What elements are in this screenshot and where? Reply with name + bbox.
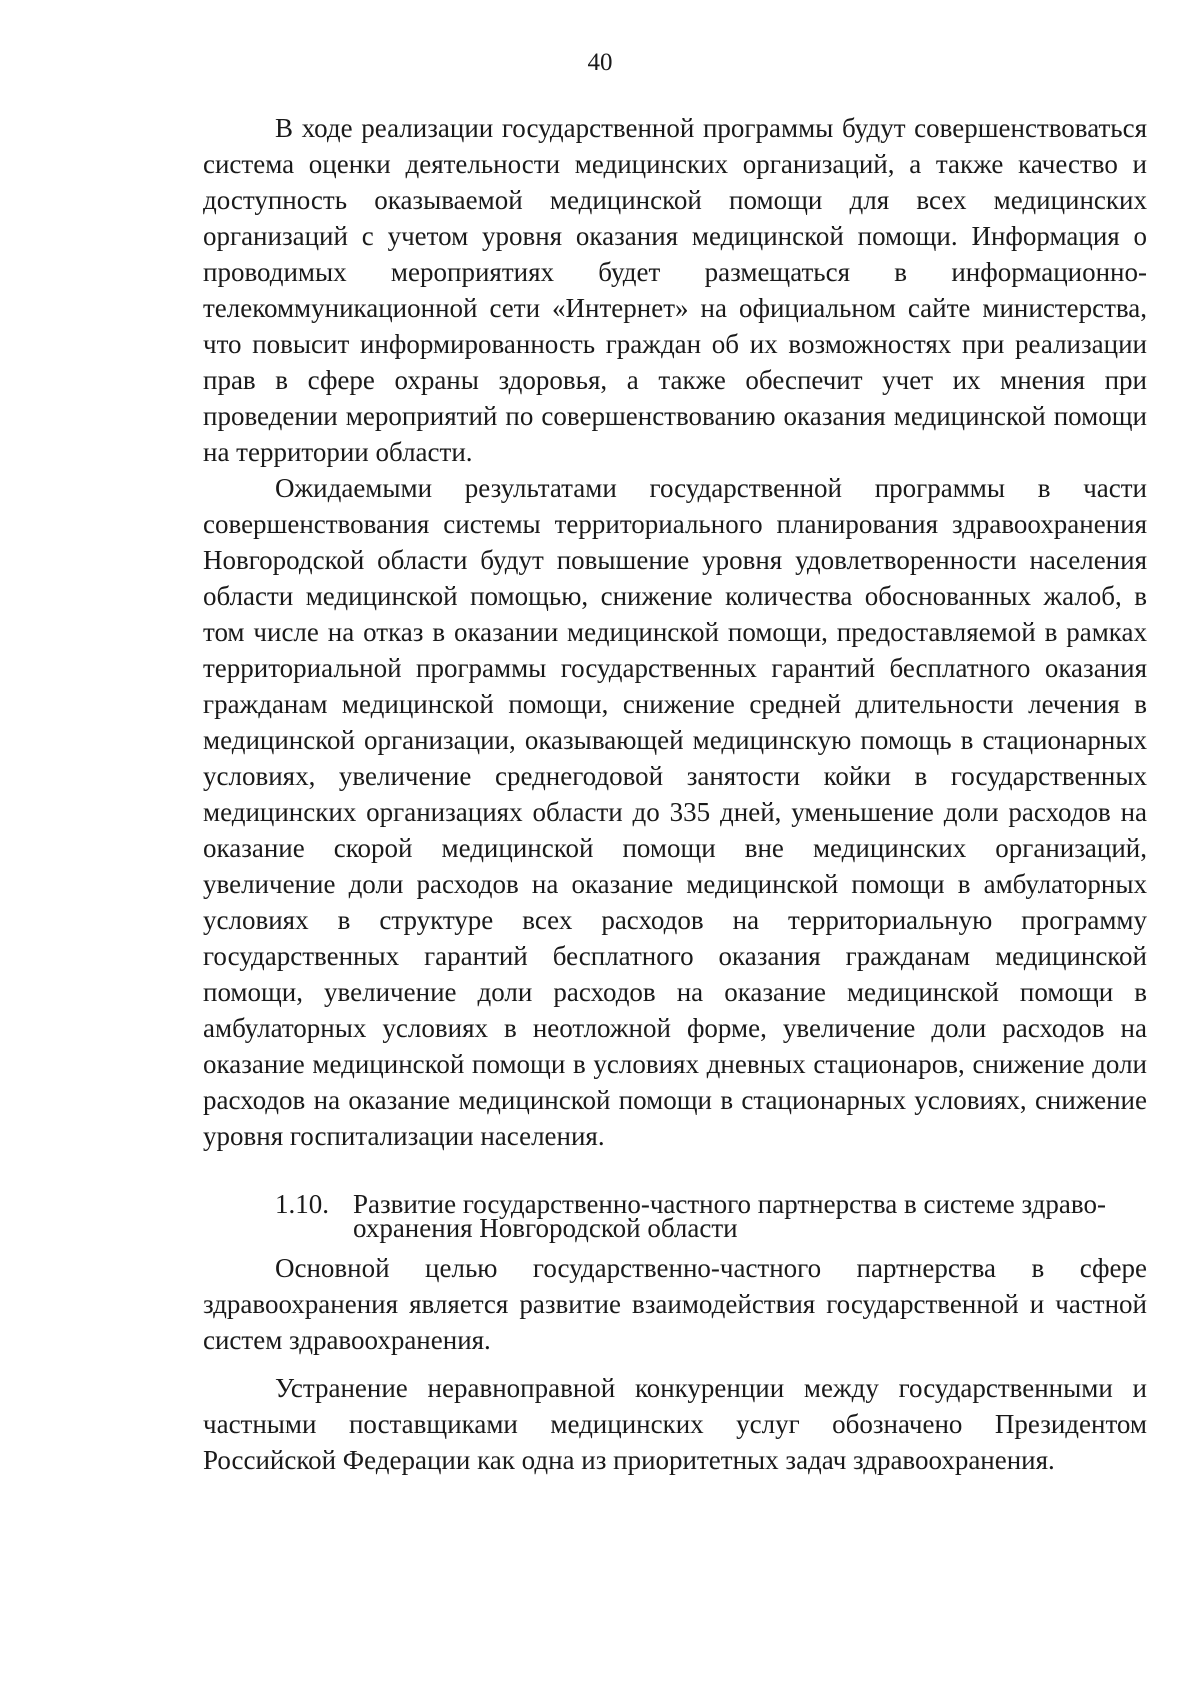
- paragraph-competition: Устранение неравноправной конкуренции между государственными и частными поставщиками медицинских услуг обозначено Президентом Российской Федерации как одна из приоритетных задач здравоохранения.: [203, 1373, 1147, 1475]
- paragraph-expected-results: Ожидаемыми результатами государственной программы в части совершенствования системы территориального планирования здравоохранения Новгородской области будут повышение уровня удовлетворенности населения области медицинской помощью, снижение количества обоснованных жалоб, в том числе на отказ в оказании медицинской помощи, предоставляемой в рамках территориальной программы государственных гарантий бесплатного оказания гражданам медицинской помощи, снижение средней длительности лечения в медицинской организации, оказывающей медицинскую помощь в стационарных условиях, увеличение среднегодовой занятости койки в государственных медицинских организациях области до 335 дней, уменьшение доли расходов на оказание скорой медицинской помощи вне медицинских организаций, увеличение доли расходов на оказание медицинской помощи в амбулаторных условиях в структуре всех расходов на территориальную программу государственных гарантий бесплатного оказания гражданам медицинской помощи, увеличение доли расходов на оказание медицинской помощи в амбулаторных условиях в неотложной форме, увеличение доли расходов на оказание медицинской помощи в условиях дневных стационаров, снижение доли расходов на оказание медицинской помощи в стационарных условиях, снижение уровня госпитализации населения.: [203, 473, 1147, 1151]
- section-title-line-1: Развитие государственно-частного партнерства в системе здраво-: [353, 1189, 1106, 1219]
- section-number: 1.10.: [275, 1189, 329, 1219]
- page-number: 40: [587, 49, 613, 76]
- paragraph-partnership-goal: Основной целью государственно-частного партнерства в сфере здравоохранения является развитие взаимодействия государственной и частной систем здравоохранения.: [203, 1253, 1147, 1355]
- paragraph-program-implementation: В ходе реализации государственной программы будут совершенствоваться система оценки деятельности медицинских организаций, а также качество и доступность оказываемой медицинской помощи для всех медицинских организаций с учетом уровня оказания медицинской помощи. Информация о проводимых мероприятиях будет размещаться в информационно-телекоммуникационной сети «Интернет» на официальном сайте министерства, что повысит информированность граждан об их возможностях при реализации прав в сфере охраны здоровья, а также обеспечит учет их мнения при проведении мероприятий по совершенствованию оказания медицинской помощи на территории области.: [203, 113, 1147, 467]
- document-body: [203, 110, 1147, 1478]
- section-title-line-2: охранения Новгородской области: [353, 1213, 738, 1243]
- section-heading: [203, 1189, 1147, 1243]
